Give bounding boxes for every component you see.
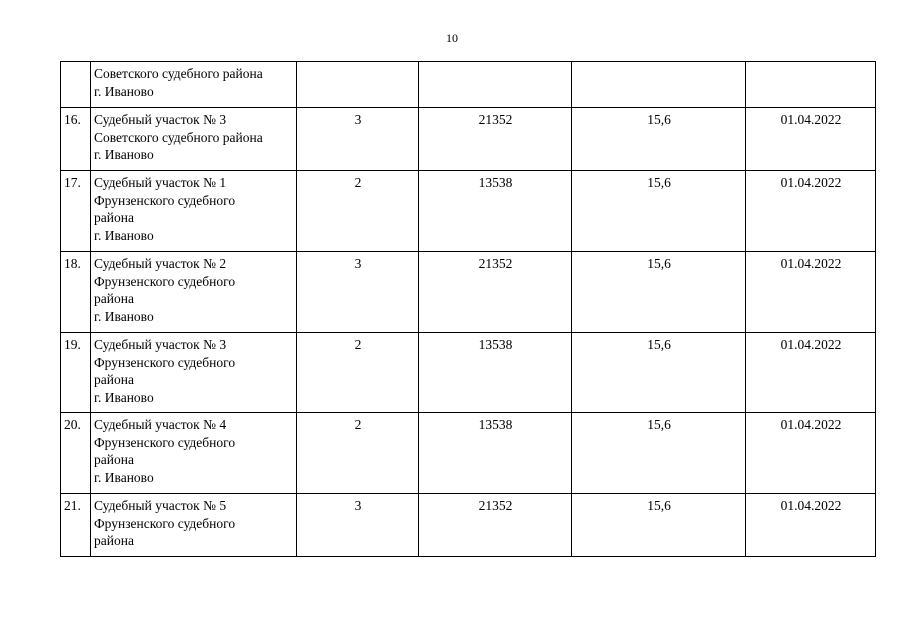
- col4-cell: 21352: [419, 494, 572, 557]
- court-name-line: Советского судебного района: [94, 129, 263, 145]
- date-cell: 01.04.2022: [746, 413, 876, 494]
- date-cell: 01.04.2022: [746, 108, 876, 171]
- row-number-cell: 21.: [61, 494, 91, 557]
- data-table: [60, 61, 876, 557]
- court-name-line: района: [94, 291, 134, 306]
- date-cell: 01.04.2022: [746, 494, 876, 557]
- table-row: [61, 494, 876, 557]
- col4-cell: [419, 62, 572, 108]
- col3-cell: 3: [297, 252, 419, 333]
- court-name-line: г. Иваново: [94, 147, 154, 162]
- court-name-line: г. Иваново: [94, 227, 154, 243]
- col5-cell: 15,6: [572, 252, 746, 333]
- row-number-cell: 16.: [61, 108, 91, 171]
- col5-cell: 15,6: [572, 333, 746, 413]
- col5-cell: 15,6: [572, 413, 746, 494]
- col5-cell: 15,6: [572, 108, 746, 171]
- court-name-line: Судебный участок № 3: [94, 112, 227, 127]
- court-name-line: Фрунзенского судебного: [94, 354, 236, 370]
- col5-cell: 15,6: [572, 171, 746, 252]
- court-name-line: района: [94, 372, 134, 387]
- court-name-line: г. Иваново: [94, 469, 154, 485]
- court-name-line: Судебный участок № 4: [94, 417, 227, 432]
- court-name-line: района: [94, 452, 134, 467]
- table-row: [61, 333, 876, 413]
- date-cell: [746, 62, 876, 108]
- court-name-line: Фрунзенского судебного: [94, 192, 236, 208]
- court-name-line: Судебный участок № 5: [94, 498, 227, 513]
- page-number: 10: [446, 31, 458, 45]
- date-cell: 01.04.2022: [746, 171, 876, 252]
- col3-cell: 3: [297, 494, 419, 557]
- court-name-line: Фрунзенского судебного: [94, 434, 236, 450]
- court-name-line: района: [94, 533, 134, 548]
- row-number-cell: 20.: [61, 413, 91, 494]
- court-name-line: г. Иваново: [94, 83, 154, 99]
- court-name-line: Судебный участок № 3: [94, 337, 227, 352]
- court-name-line: района: [94, 210, 134, 225]
- row-number-cell: 17.: [61, 171, 91, 252]
- row-number-cell: [61, 62, 91, 108]
- col4-cell: 21352: [419, 252, 572, 333]
- col4-cell: 21352: [419, 108, 572, 171]
- col3-cell: 2: [297, 413, 419, 494]
- court-name-cell: [91, 252, 297, 333]
- date-cell: 01.04.2022: [746, 333, 876, 413]
- table-row: [61, 252, 876, 333]
- col4-cell: 13538: [419, 171, 572, 252]
- col5-cell: 15,6: [572, 494, 746, 557]
- col3-cell: [297, 62, 419, 108]
- col4-cell: 13538: [419, 413, 572, 494]
- date-cell: 01.04.2022: [746, 252, 876, 333]
- court-name-cell: [91, 108, 297, 171]
- court-name-line: г. Иваново: [94, 389, 154, 405]
- court-name-cell: [91, 171, 297, 252]
- table-row: [61, 108, 876, 171]
- court-name-line: Фрунзенского судебного: [94, 515, 236, 531]
- court-name-cell: [91, 413, 297, 494]
- row-number-cell: 18.: [61, 252, 91, 333]
- court-name-line: Советского судебного района: [94, 66, 263, 81]
- col3-cell: 2: [297, 171, 419, 252]
- court-name-cell: [91, 494, 297, 557]
- court-name-line: Судебный участок № 2: [94, 256, 227, 271]
- court-name-cell: [91, 333, 297, 413]
- col3-cell: 2: [297, 333, 419, 413]
- table-row: [61, 171, 876, 252]
- court-name-cell: [91, 62, 297, 108]
- table-row: [61, 62, 876, 108]
- col4-cell: 13538: [419, 333, 572, 413]
- col3-cell: 3: [297, 108, 419, 171]
- court-name-line: Фрунзенского судебного: [94, 273, 236, 289]
- col5-cell: [572, 62, 746, 108]
- row-number-cell: 19.: [61, 333, 91, 413]
- table-row: [61, 413, 876, 494]
- court-name-line: Судебный участок № 1: [94, 175, 227, 190]
- court-name-line: г. Иваново: [94, 308, 154, 324]
